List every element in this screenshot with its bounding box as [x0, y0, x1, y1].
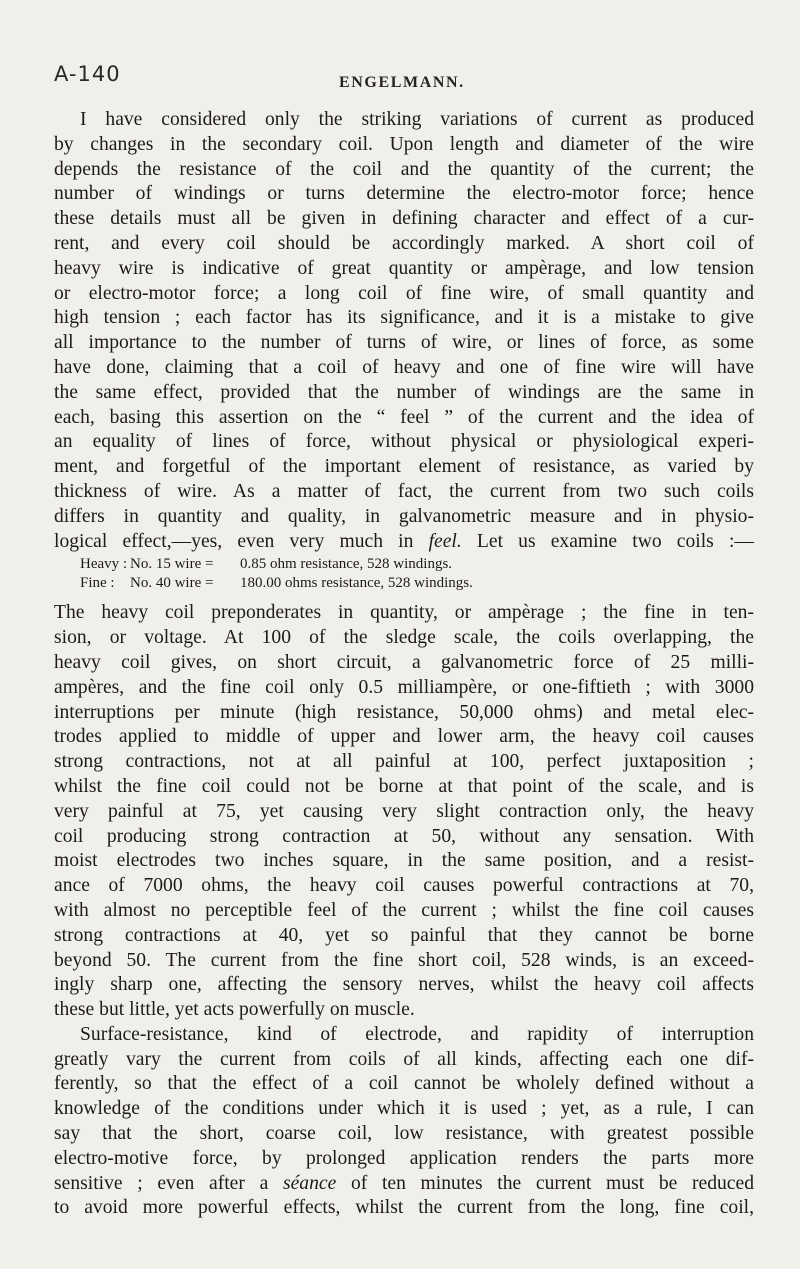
text-line: electro-motive force, by prolonged application renders the parts more: [54, 1147, 754, 1169]
text-line: high tension ; each factor has its significance, and it is a mistake to give: [54, 307, 754, 329]
text-line: beyond 50. The current from the fine short coil, 528 winds, is an exceed-: [54, 949, 754, 971]
coil-spec: 180.00 ohms resistance, 528 windings.: [240, 575, 473, 592]
text-line: heavy wire is indicative of great quantity or ampèrage, and low tension: [54, 257, 754, 279]
text-line: with almost no perceptible feel of the current ; whilst the fine coil causes: [54, 899, 754, 921]
text-line: ance of 7000 ohms, the heavy coil causes powerful contractions at 70,: [54, 875, 754, 897]
text-line: strong contractions, not at all painful at 100, perfect juxtaposition ;: [54, 751, 754, 773]
coil-label: Heavy :: [80, 556, 128, 573]
text-line: all importance to the number of turns of wire, or lines of force, as some: [54, 332, 754, 354]
text-line: heavy coil gives, on short circuit, a galvanometric force of 25 milli-: [54, 651, 754, 673]
text-line-mixed: [54, 1172, 754, 1197]
body-text: [54, 108, 754, 1221]
coil-row-fine: [80, 574, 754, 593]
text-line: or electro-motor force; a long coil of fine wire, of small quantity and: [54, 282, 754, 304]
text-line: say that the short, coarse coil, low resistance, with greatest possible: [54, 1123, 754, 1145]
paragraph-2: [54, 601, 754, 1023]
coil-table-body: [54, 555, 754, 593]
text-line: moist electrodes two inches square, in the same position, and a resist-: [54, 850, 754, 872]
text-line: have done, claiming that a coil of heavy and one of fine wire will have: [54, 356, 754, 378]
italic-word: séance: [282, 1172, 337, 1194]
text-line: rent, and every coil should be accordingly marked. A short coil of: [54, 232, 754, 254]
text-line: these but little, yet acts powerfully on muscle.: [54, 999, 415, 1021]
text-line: interruptions per minute (high resistance, 50,000 ohms) and metal elec-: [54, 701, 754, 723]
text-line: knowledge of the conditions under which it is used ; yet, as a rule, I can: [54, 1098, 754, 1120]
text-line: an equality of lines of force, without physical or physiological experi-: [54, 431, 754, 453]
running-head: ENGELMANN.: [339, 74, 465, 91]
text-line: differs in quantity and quality, in galvanometric measure and in physio-: [54, 505, 754, 527]
text-line: The heavy coil preponderates in quantity, or ampèrage ; the fine in ten-: [54, 602, 754, 624]
text-line: to avoid more powerful effects, whilst the current from the long, fine coil,: [54, 1197, 754, 1219]
text-line: coil producing strong contraction at 50, without any sensation. With: [54, 825, 754, 847]
coil-table: [54, 554, 754, 601]
text-line: ferently, so that the effect of a coil cannot be wholely defined without a: [54, 1073, 754, 1095]
text-line: whilst the fine coil could not be borne at that point of the scale, and is: [54, 775, 754, 797]
text-line: thickness of wire. As a matter of fact, the current from two such coils: [54, 480, 754, 502]
paragraph-1: [54, 108, 754, 554]
text-line: I have considered only the striking variations of current as produced: [80, 109, 754, 130]
page-identifier: A-140: [54, 62, 121, 86]
text-line: depends the resistance of the coil and the quantity of the current; the: [54, 158, 754, 180]
text-line: each, basing this assertion on the “ feel ” of the current and the idea of: [54, 406, 754, 428]
text-line: strong contractions at 40, yet so painful that they cannot be borne: [54, 924, 754, 946]
text-line: very painful at 75, yet causing very slight contraction only, the heavy: [54, 800, 754, 822]
text-fragment: Let us examine two coils :—: [461, 530, 754, 552]
text-line: Surface-resistance, kind of electrode, and rapidity of interruption: [80, 1023, 754, 1045]
page-header: [54, 62, 760, 102]
text-line: ment, and forgetful of the important element of resistance, as varied by: [54, 456, 754, 478]
text-fragment: of ten minutes the current must be reduced: [336, 1172, 754, 1194]
text-line: trodes applied to middle of upper and lower arm, the heavy coil causes: [54, 726, 754, 748]
paragraph-3: [54, 1023, 754, 1221]
text-line: number of windings or turns determine the electro-motor force; hence: [54, 183, 754, 205]
text-line: ampères, and the fine coil only 0.5 milliampère, or one-fiftieth ; with 3000: [54, 676, 754, 698]
coil-label: Fine :: [80, 575, 115, 592]
text-line: sion, or voltage. At 100 of the sledge scale, the coils overlapping, the: [54, 627, 754, 649]
text-line-mixed: [54, 530, 754, 555]
text-line: ingly sharp one, affecting the sensory nerves, whilst the heavy coil affects: [54, 974, 754, 996]
text-line: greatly vary the current from coils of all kinds, affecting each one dif-: [54, 1048, 754, 1070]
coil-spec: 0.85 ohm resistance, 528 windings.: [240, 556, 453, 573]
text-line: the same effect, provided that the number of windings are the same in: [54, 381, 754, 403]
coil-wire: No. 40 wire =: [130, 575, 214, 592]
text-line: these details must all be given in defining character and effect of a cur-: [54, 208, 754, 230]
text-fragment: logical effect,—yes, even very much in: [54, 530, 414, 552]
text-line: by changes in the secondary coil. Upon length and diameter of the wire: [54, 133, 754, 155]
coil-wire: No. 15 wire =: [130, 556, 214, 573]
coil-row-heavy: [80, 555, 754, 574]
text-fragment: sensitive ; even after a: [54, 1172, 269, 1194]
italic-word: feel.: [428, 530, 462, 552]
